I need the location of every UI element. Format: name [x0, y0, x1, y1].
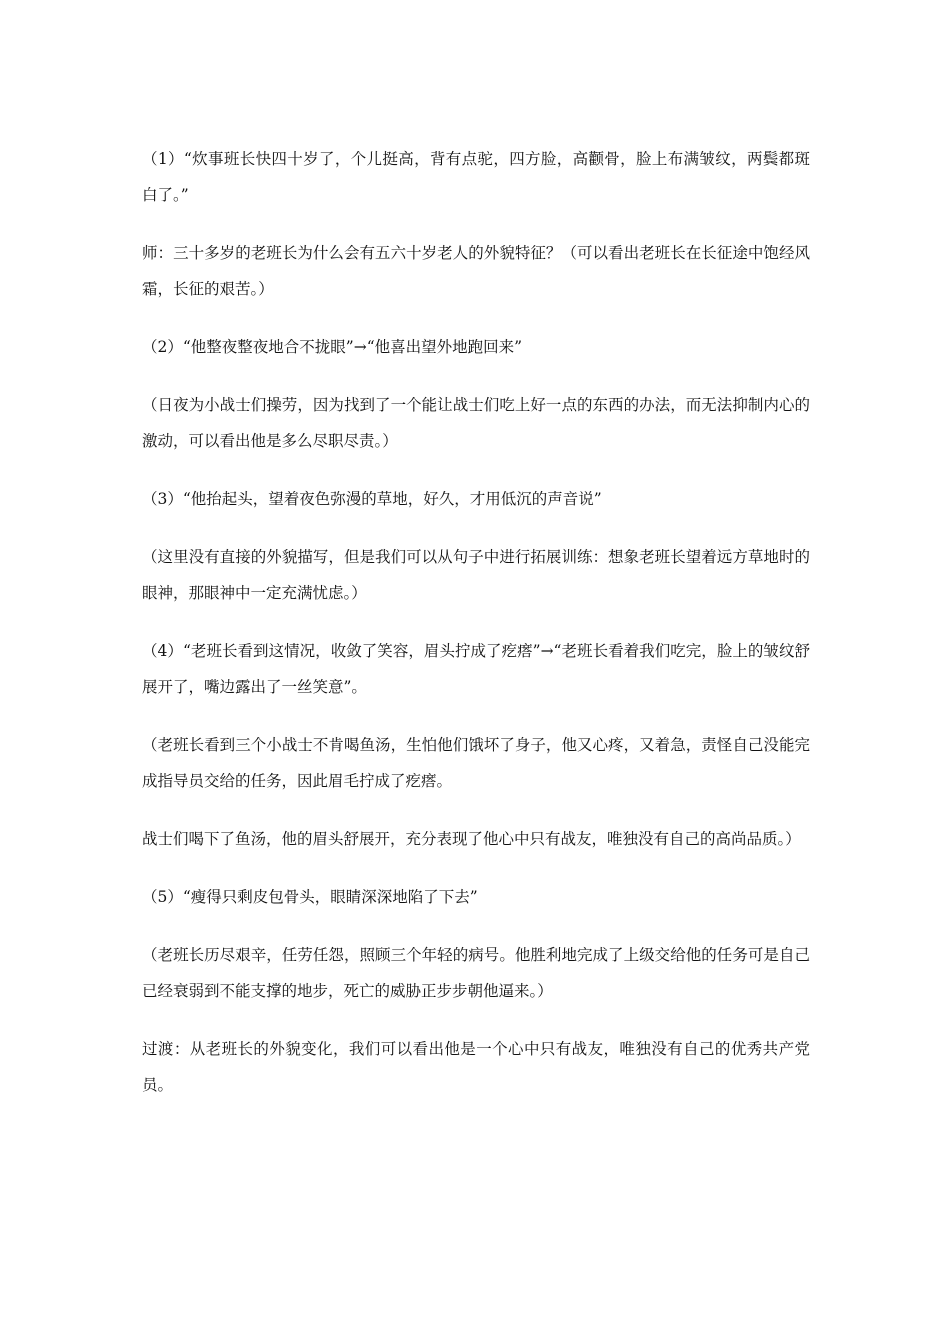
paragraph-5: （3）“他抬起头，望着夜色弥漫的草地，好久，才用低沉的声音说”	[142, 490, 602, 508]
paragraph-9: 战士们喝下了鱼汤，他的眉头舒展开，充分表现了他心中只有战友，唯独没有自己的高尚品质。）	[142, 830, 801, 848]
document-body	[142, 141, 810, 1125]
paragraph-4: （日夜为小战士们操劳，因为找到了一个能让战士们吃上好一点的东西的办法，而无法抑制内心的激动，可以看出他是多么尽职尽责。）	[142, 396, 810, 450]
paragraph-1: （1）“炊事班长快四十岁了，个儿挺高，背有点驼，四方脸，高颧骨，脸上布满皱纹，两鬓都斑白了。”	[142, 150, 810, 204]
paragraph-12: 过渡：从老班长的外貌变化，我们可以看出他是一个心中只有战友，唯独没有自己的优秀共产党员。	[142, 1040, 810, 1094]
paragraph-11: （老班长历尽艰辛，任劳任怨，照顾三个年轻的病号。他胜利地完成了上级交给他的任务可是自己已经衰弱到不能支撑的地步，死亡的威胁正步步朝他逼来。）	[142, 946, 810, 1000]
paragraph-6: （这里没有直接的外貌描写，但是我们可以从句子中进行拓展训练：想象老班长望着远方草地时的眼神，那眼神中一定充满忧虑。）	[142, 548, 810, 602]
paragraph-3: （2）“他整夜整夜地合不拢眼”→“他喜出望外地跑回来”	[142, 338, 523, 356]
paragraph-10: （5）“瘦得只剩皮包骨头，眼睛深深地陷了下去”	[142, 888, 478, 906]
paragraph-8: （老班长看到三个小战士不肯喝鱼汤，生怕他们饿坏了身子，他又心疼，又着急，责怪自己没能完成指导员交给的任务，因此眉毛拧成了疙瘩。	[142, 736, 810, 790]
paragraph-7: （4）“老班长看到这情况，收敛了笑容，眉头拧成了疙瘩”→“老班长看着我们吃完，脸上的皱纹舒展开了，嘴边露出了一丝笑意”。	[142, 642, 810, 696]
paragraph-2: 师：三十多岁的老班长为什么会有五六十岁老人的外貌特征？（可以看出老班长在长征途中饱经风霜，长征的艰苦。）	[142, 244, 810, 298]
